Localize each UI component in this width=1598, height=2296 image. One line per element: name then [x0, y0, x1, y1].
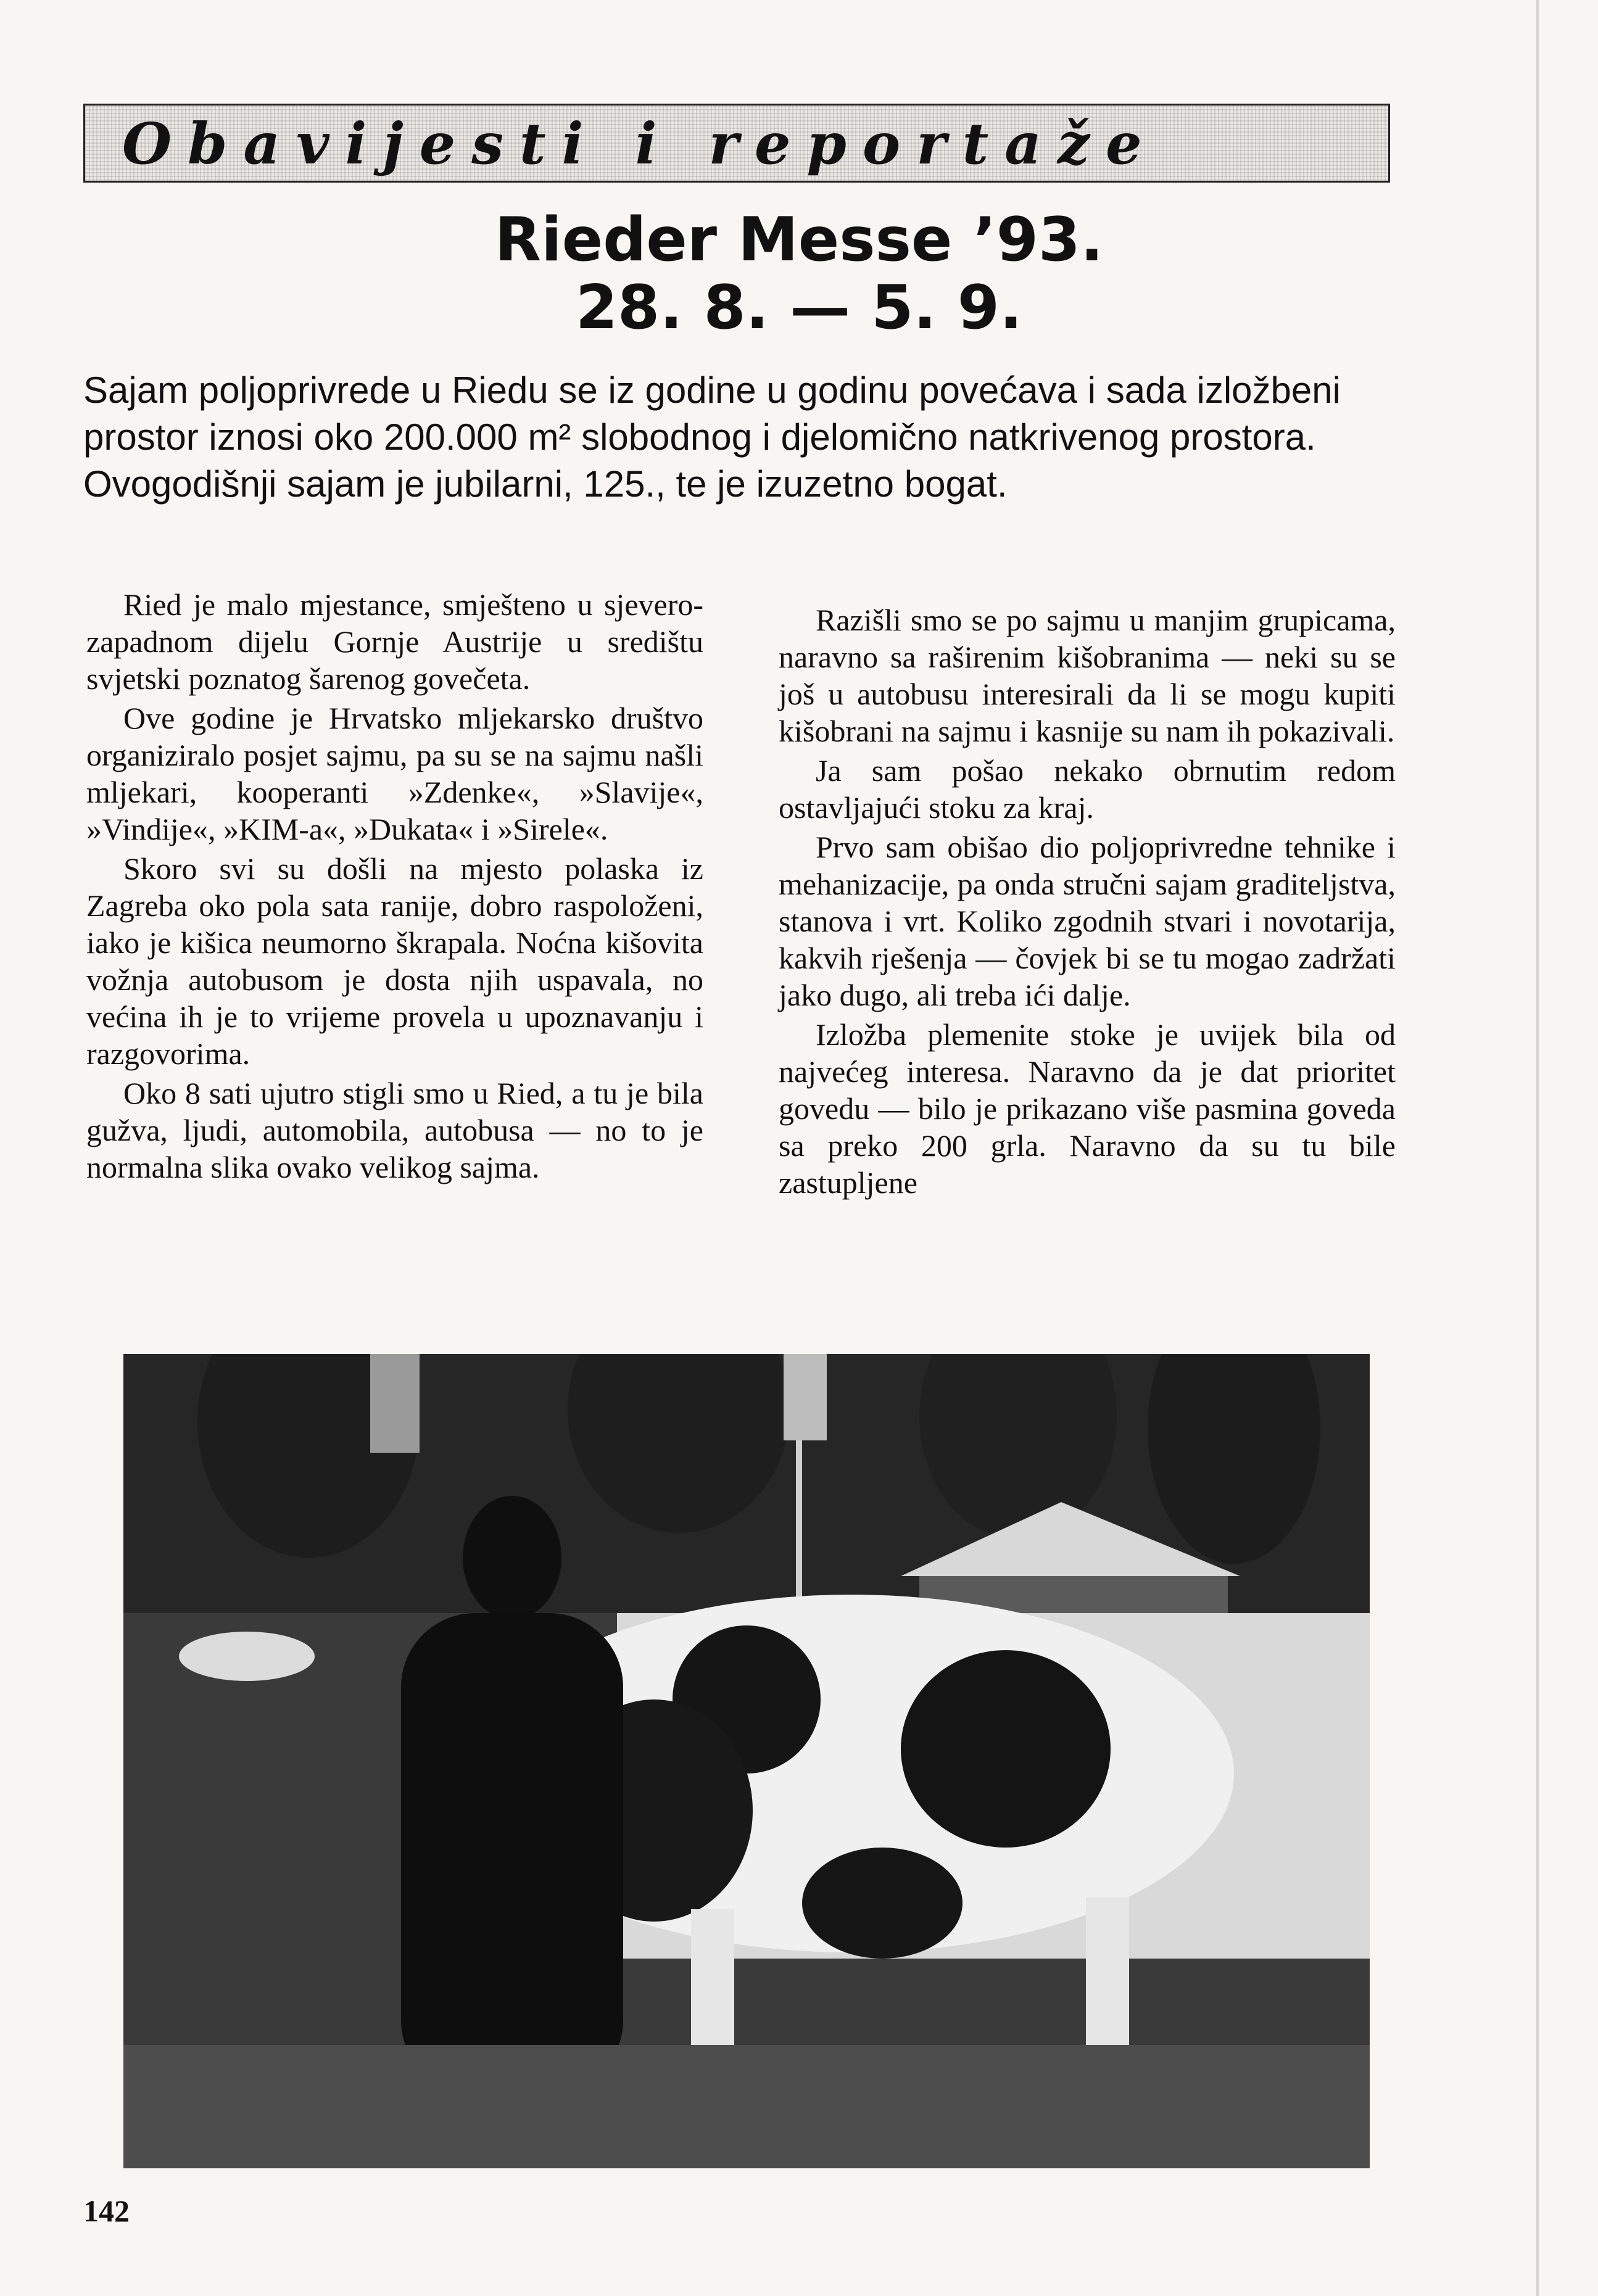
paragraph: Skoro svi su došli na mjesto polaska iz Zagreba oko pola sata ranije, dobro raspoloženi, iako je kišica neumorno škrapala. Noćna kišovita vožnja autobusom je dosta njih uspavala, no većina ih je to vrijeme provela u upoznavanju i razgovorima.: [86, 851, 703, 1071]
paragraph: Razišli smo se po sajmu u manjim grupicama, naravno sa raširenim kišobranima — neki su se još u autobusu interesirali da li se mogu kupiti kišobrani na sajmu i kasnije su nam ih pokazivali.: [779, 603, 1396, 748]
ground: [123, 2045, 1370, 2168]
page-edge: [1536, 0, 1539, 2296]
photo-drawing: [123, 1354, 1370, 2168]
section-banner: [83, 104, 1390, 183]
flag: [370, 1354, 420, 1453]
person-head: [463, 1496, 561, 1619]
page-number: 142: [83, 2194, 130, 2228]
left-column: [86, 586, 703, 1186]
article-title: Rieder Messe ’93.: [494, 205, 1104, 275]
cattle-photo: [123, 1354, 1370, 2168]
cow-spot: [901, 1650, 1111, 1848]
flag: [784, 1354, 827, 1440]
paragraph: Ried je malo mjestance, smješteno u sjevero-zapadnom dijelu Gornje Austrije u središtu svjetski poznatog šarenog govečeta.: [86, 587, 703, 696]
section-header-text: Obavijesti i reportaže: [122, 110, 1158, 177]
cow-spot: [802, 1848, 963, 1959]
person-coat: [401, 1613, 623, 2094]
paragraph: Izložba plemenite stoke je uvijek bila od najvećeg interesa. Naravno da je dat prioritet govedu — bilo je prikazano više pasmina goveda sa preko 200 grla. Naravno da su tu bile zastupljene: [779, 1017, 1396, 1200]
lead-text: Sajam poljoprivrede u Riedu se iz godine u godinu povećava i sada izložbeni prostor iznosi oko 200.000 m² slobodnog i djelomično natkrivenog prostora. Ovogodišnji sajam je jubilarni, 125., te je izuzetno bogat.: [83, 370, 1341, 505]
paragraph: Ove godine je Hrvatsko mljekarsko društvo organiziralo posjet sajmu, pa su se na sajmu našli mljekari, kooperanti »Zdenke«, »Slavije«, »Vindije«, »KIM-a«, »Dukata« i »Sirele«.: [86, 701, 703, 846]
car: [179, 1632, 315, 1681]
lead-paragraph: [83, 367, 1391, 508]
paragraph: Prvo sam obišao dio poljoprivredne tehnike i mehanizacije, pa onda stručni sajam graditeljstva, stanova i vrt. Koliko zgodnih stvari i novotarija, kakvih rješenja — čovjek bi se tu mogao zadržati jako dugo, ali treba ići dalje.: [779, 830, 1396, 1012]
paragraph: Ja sam pošao nekako obrnutim redom ostavljajući stoku za kraj.: [779, 753, 1396, 825]
right-column: [779, 601, 1396, 1201]
article-dates: 28. 8. — 5. 9.: [575, 273, 1023, 343]
paragraph: Oko 8 sati ujutro stigli smo u Ried, a tu je bila gužva, ljudi, automobila, autobusa — no to je normalna slika ovako velikog sajma.: [86, 1076, 703, 1184]
